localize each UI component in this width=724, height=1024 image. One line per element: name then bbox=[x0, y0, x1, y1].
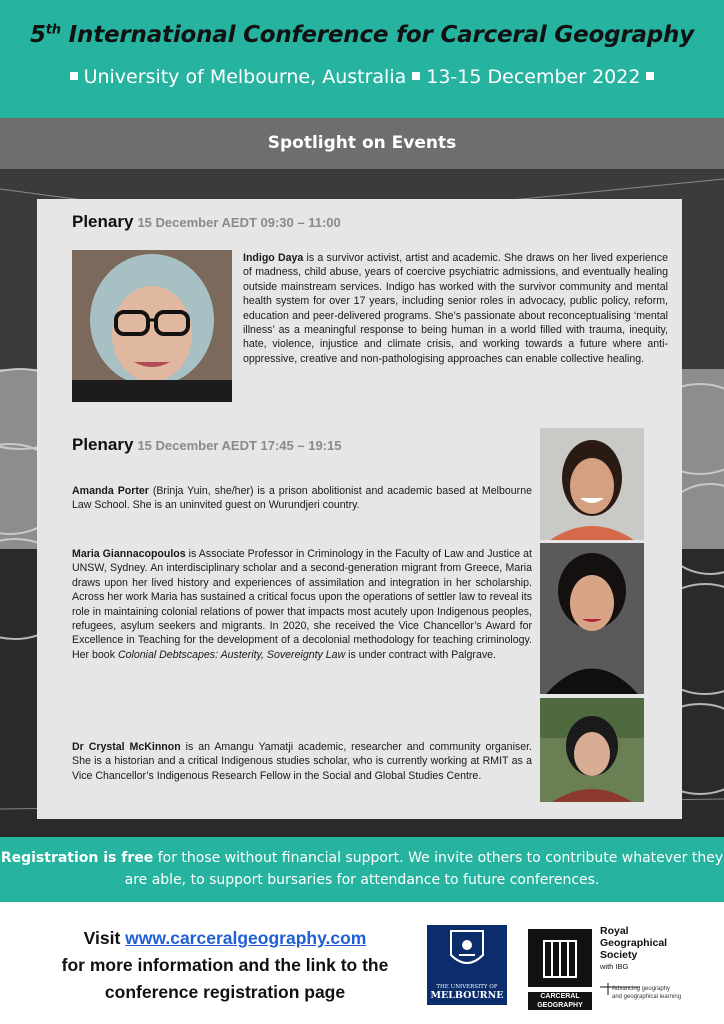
conference-subtitle: University of Melbourne, Australia 13-15 December 2022 bbox=[0, 66, 724, 88]
carceral-geography-logo: CARCERAL GEOGRAPHY bbox=[526, 929, 594, 1007]
crystal-mckinnon-photo bbox=[540, 698, 644, 802]
amanda-porter-bio: Amanda Porter (Brinja Yuin, she/her) is a prison abolitionist and academic based at Melbourne Law School. She is an uninvited guest on Wurundjeri country. bbox=[72, 485, 532, 512]
bullet-square-icon bbox=[646, 72, 654, 80]
spotlight-banner: Spotlight on Events bbox=[0, 118, 724, 169]
melbourne-crest-icon bbox=[427, 925, 507, 977]
royal-geographical-society-logo: Royal Geographical Society with IBG Advancing geography and geographical learning bbox=[600, 925, 682, 1000]
conference-title: 5th International Conference for Carceral Geography bbox=[29, 22, 695, 48]
crystal-mckinnon-bio: Dr Crystal McKinnon is an Amangu Yamatji academic, researcher and community organiser. She is a historian and a critical Indigenous studies scholar, who is currently working at RMIT as a Vice Chancellor’s Indigenous Research Fellow in the Social and Global Studies Centre. bbox=[72, 741, 532, 782]
bullet-square-icon bbox=[412, 72, 420, 80]
indigo-daya-photo bbox=[72, 250, 232, 402]
visit-info: Visit www.carceralgeography.com for more information and the link to the conference registration page bbox=[61, 928, 389, 1002]
amanda-porter-photo bbox=[540, 428, 644, 540]
plenary-2-time: 15 December AEDT 17:45 – 19:15 bbox=[137, 438, 342, 453]
plenary-2-heading: Plenary 15 December AEDT 17:45 – 19:15 bbox=[72, 435, 342, 454]
bullet-square-icon bbox=[70, 72, 78, 80]
prison-bars-icon bbox=[526, 929, 594, 987]
maria-giannacopoulos-bio: Maria Giannacopoulos is Associate Professor in Criminology in the Faculty of Law and Justice at UNSW, Sydney. An interdisciplinary scholar and a second-generation migrant from Greece, Maria draws upon her lived history and experiences of assimilation and integration in her scholarship. Across her work Maria has sustained a critical focus upon the operations of settler law to reveal its role in maintaining colonial relations of power that impacts most acutely upon Indigenous peoples, refugees, asylum seekers and migrants. In 2020, she received the Vice Chancellor’s Award for Excellence in Teaching for the development of a decolonial methodology for teaching criminology. Her book Colonial Debtscapes: Austerity, Sovereignty Law is under contract with Palgrave. bbox=[72, 548, 532, 661]
maria-giannacopoulos-photo bbox=[540, 543, 644, 694]
university-of-melbourne-logo: THE UNIVERSITY OF MELBOURNE bbox=[427, 925, 507, 1005]
conference-header bbox=[0, 0, 724, 118]
indigo-daya-bio: Indigo Daya is a survivor activist, artist and academic. She draws on her lived experience of madness, child abuse, years of coercive psychiatric admissions, and eventually healing outside mainstream services. Indigo has worked with the survivor community and mental health system for over 17 years, including senior roles in advocacy, public policy, reform, education and peer-delivered programs. She’s passionate about reconceptualising ‘mental illness’ as a meaningful response to being human in a world filled with trauma, inequity, hate, violence, injustice and climate crisis, and working towards a future where anti-oppressive, creative and non-pathologising approaches can enable collective healing. bbox=[243, 252, 668, 365]
plenary-1-heading: Plenary 15 December AEDT 09:30 – 11:00 bbox=[72, 212, 341, 231]
plenary-1-time: 15 December AEDT 09:30 – 11:00 bbox=[137, 215, 341, 230]
registration-notice: Registration is free for those without financial support. We invite others to contribute whatever they are able, to support bursaries for attendance to future conferences. bbox=[0, 837, 724, 902]
website-link[interactable]: www.carceralgeography.com bbox=[125, 928, 367, 948]
